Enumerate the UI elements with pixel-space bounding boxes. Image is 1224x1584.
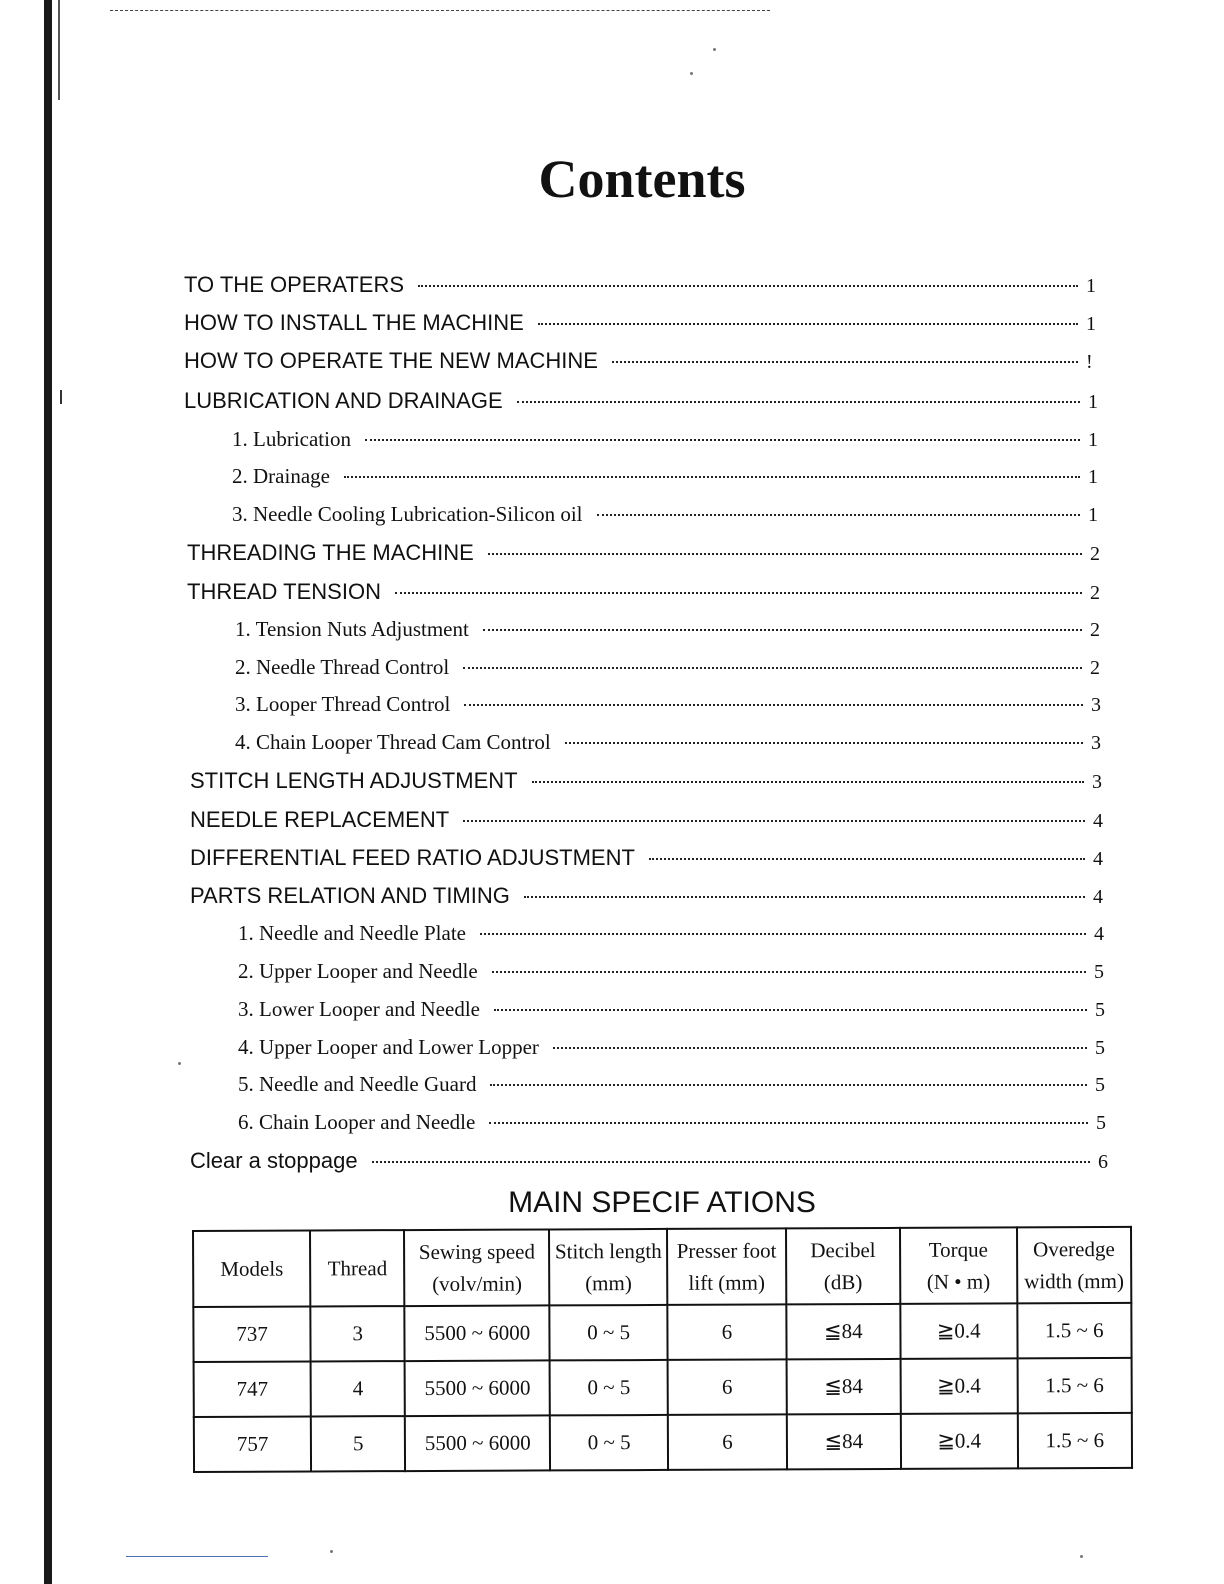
toc-entry-label: HOW TO OPERATE THE NEW MACHINE (184, 348, 598, 373)
toc-page-number: 5 (1095, 1037, 1105, 1059)
spec-cell: 1.5 ~ 6 (1017, 1303, 1132, 1358)
toc-page-number: 2 (1090, 582, 1100, 604)
toc-entry[interactable] (238, 1035, 1109, 1065)
spec-column-header (310, 1230, 404, 1306)
spec-column-header (1017, 1227, 1132, 1303)
toc-leader-dots (480, 933, 1086, 935)
toc-entry[interactable] (238, 997, 1109, 1027)
toc-entry-label: 4. Chain Looper Thread Cam Control (235, 730, 551, 754)
spec-header-line: Stitch length (554, 1238, 662, 1264)
toc-entry[interactable] (235, 730, 1105, 760)
spec-header-line: Torque (928, 1237, 989, 1262)
toc-page-number: 3 (1092, 771, 1102, 793)
toc-entry[interactable] (190, 883, 1107, 913)
toc-entry-label: 2. Needle Thread Control (235, 655, 450, 679)
spec-cell: 6 (668, 1359, 787, 1415)
toc-entry[interactable] (190, 768, 1106, 798)
spec-column-header (193, 1230, 311, 1307)
toc-entry-label: 6. Chain Looper and Needle (238, 1110, 476, 1134)
spec-header-line: Decibel (810, 1238, 876, 1263)
toc-leader-dots (489, 1122, 1088, 1124)
toc-leader-dots (464, 704, 1083, 706)
scan-speck (330, 1550, 333, 1553)
toc-entry-label: 2. Upper Looper and Needle (238, 959, 478, 983)
toc-leader-dots (483, 629, 1082, 631)
toc-page-number: 6 (1098, 1151, 1108, 1173)
toc-entry[interactable] (238, 1110, 1110, 1140)
scan-speck (690, 72, 693, 75)
toc-entry[interactable] (232, 464, 1102, 494)
toc-page-number: 1 (1088, 466, 1098, 488)
toc-leader-dots (494, 1009, 1087, 1011)
spec-cell: 737 (193, 1306, 311, 1362)
spec-cell: 0 ~ 5 (550, 1360, 668, 1416)
spec-header-line: Models (220, 1256, 284, 1281)
toc-leader-dots (524, 896, 1085, 898)
bottom-rule (126, 1556, 268, 1557)
toc-entry-label: THREADING THE MACHINE (187, 540, 474, 565)
spec-header-line: Overedge (1033, 1236, 1115, 1262)
spec-cell: 3 (311, 1306, 405, 1361)
toc-leader-dots (538, 323, 1078, 325)
toc-entry-label: 3. Needle Cooling Lubrication-Silicon oil (232, 502, 583, 526)
spec-header-line: (volv/min) (432, 1271, 523, 1296)
toc-leader-dots (532, 781, 1084, 783)
spec-column-header (786, 1228, 900, 1304)
spec-header-line: width (mm) (1024, 1268, 1125, 1294)
toc-entry[interactable] (184, 348, 1100, 378)
toc-entry[interactable] (232, 427, 1102, 457)
toc-entry-label: 1. Lubrication (232, 427, 351, 451)
spec-table-body (193, 1303, 1132, 1472)
spec-cell: 5500 ~ 6000 (405, 1415, 550, 1471)
scan-speck (1080, 1555, 1083, 1558)
toc-page-number: 3 (1091, 732, 1101, 754)
toc-entry[interactable] (190, 807, 1107, 837)
toc-entry-label: LUBRICATION AND DRAINAGE (184, 388, 503, 413)
toc-entry[interactable] (190, 845, 1107, 875)
spec-header-line: Sewing speed (418, 1239, 536, 1265)
toc-leader-dots (463, 820, 1085, 822)
toc-leader-dots (492, 971, 1086, 973)
scan-edge-line (58, 0, 60, 100)
toc-entry-label: 1. Needle and Needle Plate (238, 921, 466, 945)
scan-mark (60, 390, 68, 404)
toc-entry-label: Clear a stoppage (190, 1148, 358, 1173)
toc-entry-label: PARTS RELATION AND TIMING (190, 883, 510, 908)
toc-leader-dots (395, 592, 1082, 594)
spec-title: MAIN SPECIF ATIONS (508, 1186, 816, 1219)
spec-column-header (900, 1227, 1017, 1304)
toc-leader-dots (372, 1161, 1090, 1163)
toc-leader-dots (517, 401, 1080, 403)
toc-entry[interactable] (235, 617, 1104, 647)
toc-entry[interactable] (184, 388, 1102, 418)
toc-entry-label: 4. Upper Looper and Lower Lopper (238, 1035, 539, 1059)
toc-leader-dots (490, 1084, 1087, 1086)
spec-cell: 6 (668, 1414, 787, 1470)
spec-cell: 1.5 ~ 6 (1017, 1413, 1132, 1468)
spec-cell: 747 (194, 1361, 312, 1417)
toc-entry-label: NEEDLE REPLACEMENT (190, 807, 450, 832)
toc-leader-dots (463, 667, 1082, 669)
spec-column-header (667, 1228, 786, 1305)
toc-leader-dots (365, 439, 1080, 441)
toc-page-number: 4 (1094, 923, 1104, 945)
spec-column-header (404, 1229, 549, 1306)
toc-entry-label: 5. Needle and Needle Guard (238, 1072, 477, 1096)
scan-speck (713, 48, 716, 51)
spec-row (194, 1358, 1132, 1417)
toc-page-number: 5 (1095, 1074, 1105, 1096)
spec-cell: ≧0.4 (900, 1358, 1017, 1414)
spec-cell: 5500 ~ 6000 (405, 1360, 550, 1416)
spec-cell: 0 ~ 5 (550, 1305, 668, 1361)
spec-cell: 4 (311, 1361, 405, 1416)
spec-table (192, 1226, 1133, 1473)
spec-row (194, 1413, 1132, 1472)
spec-row (193, 1303, 1131, 1362)
toc-entry-label: HOW TO INSTALL THE MACHINE (184, 310, 524, 335)
toc-page-number: 1 (1088, 429, 1098, 451)
spec-cell: ≦84 (787, 1414, 901, 1469)
toc-page-number: 4 (1093, 848, 1103, 870)
toc-entry-label: THREAD TENSION (187, 579, 381, 604)
toc-page-number: 1 (1088, 504, 1098, 526)
toc-leader-dots (488, 553, 1082, 555)
toc-entry-label: DIFFERENTIAL FEED RATIO ADJUSTMENT (190, 845, 635, 870)
toc-page-number: ! (1086, 351, 1093, 373)
spec-header-line: Thread (327, 1256, 388, 1281)
spec-cell: 757 (194, 1416, 312, 1472)
toc-entry-label: 1. Tension Nuts Adjustment (235, 617, 469, 641)
scan-edge-shadow (44, 0, 52, 1584)
spec-header-line: (mm) (585, 1271, 632, 1296)
toc-entry[interactable] (232, 502, 1102, 532)
toc-entry-label: 2. Drainage (232, 464, 330, 488)
toc-entry[interactable] (187, 579, 1104, 609)
spec-header-row (193, 1227, 1131, 1307)
toc-entry[interactable] (238, 1072, 1109, 1102)
toc-page-number: 1 (1088, 391, 1098, 413)
toc-leader-dots (344, 476, 1080, 478)
spec-column-header (549, 1229, 667, 1306)
toc-leader-dots (565, 742, 1083, 744)
toc-page-number: 4 (1093, 886, 1103, 908)
toc-entry-label: 3. Lower Looper and Needle (238, 997, 480, 1021)
toc-entry[interactable] (235, 692, 1105, 722)
spec-cell: ≧0.4 (901, 1413, 1018, 1469)
toc-entry[interactable] (184, 310, 1100, 340)
top-dashed-rule (110, 10, 770, 11)
spec-cell: ≦84 (786, 1304, 900, 1359)
toc-entry[interactable] (187, 540, 1104, 570)
toc-entry[interactable] (238, 959, 1108, 989)
spec-header-line: (N • m) (926, 1269, 991, 1294)
toc-entry[interactable] (184, 272, 1100, 302)
spec-header-line: (dB) (823, 1270, 863, 1295)
toc-entry[interactable] (238, 921, 1108, 951)
toc-entry-label: TO THE OPERATERS (184, 272, 405, 297)
toc-page-number: 4 (1093, 810, 1103, 832)
toc-entry-label: STITCH LENGTH ADJUSTMENT (190, 768, 518, 793)
spec-header-line: lift (mm) (688, 1270, 765, 1295)
spec-cell: ≦84 (786, 1359, 900, 1414)
toc-page-number: 2 (1090, 619, 1100, 641)
toc-page-number: 1 (1086, 313, 1096, 335)
toc-leader-dots (649, 858, 1085, 860)
toc-page-number: 1 (1086, 275, 1096, 297)
toc-page-number: 3 (1091, 694, 1101, 716)
toc-page-number: 5 (1095, 999, 1105, 1021)
spec-cell: 6 (667, 1304, 786, 1360)
toc-leader-dots (612, 361, 1078, 363)
spec-cell: 1.5 ~ 6 (1017, 1358, 1132, 1413)
page-title: Contents (538, 149, 746, 209)
spec-cell: 0 ~ 5 (550, 1415, 668, 1471)
toc-page-number: 2 (1090, 543, 1100, 565)
toc-leader-dots (418, 285, 1078, 287)
toc-entry[interactable] (235, 655, 1104, 685)
spec-cell: ≧0.4 (900, 1303, 1017, 1359)
toc-entry[interactable] (190, 1148, 1112, 1178)
toc-entry-label: 3. Looper Thread Control (235, 692, 451, 716)
spec-cell: 5 (311, 1416, 405, 1471)
spec-header-line: Presser foot (676, 1238, 777, 1263)
toc-leader-dots (553, 1047, 1087, 1049)
toc-page-number: 5 (1094, 961, 1104, 983)
toc-leader-dots (597, 514, 1080, 516)
toc-page-number: 5 (1096, 1112, 1106, 1134)
scan-speck (178, 1062, 181, 1065)
spec-cell: 5500 ~ 6000 (405, 1305, 550, 1361)
toc-page-number: 2 (1090, 657, 1100, 679)
